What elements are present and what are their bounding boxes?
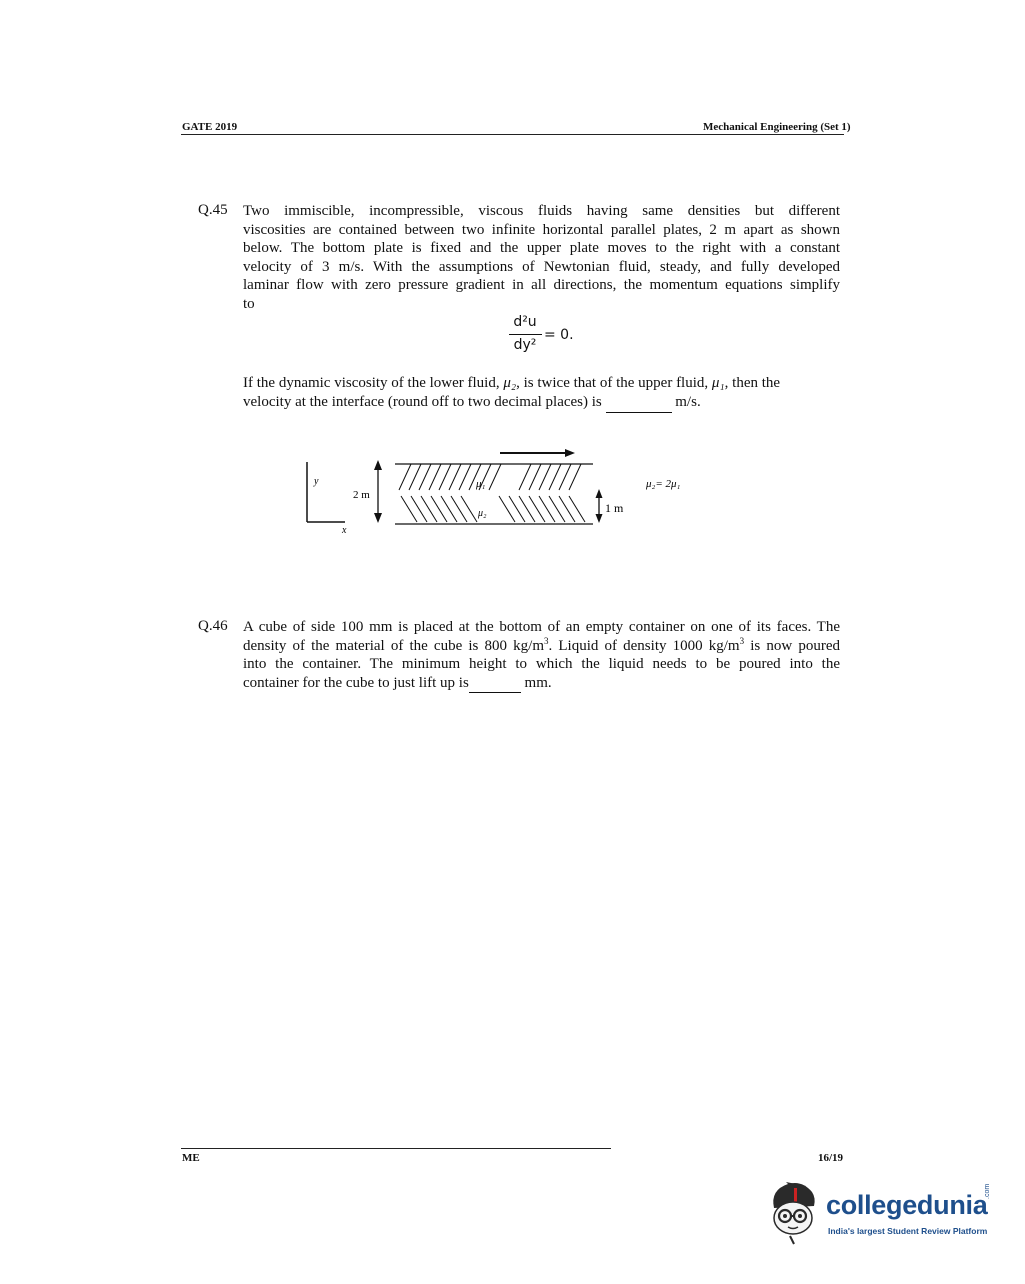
q45-number: Q.45 [198, 202, 228, 218]
axis-x-label: x [342, 525, 347, 536]
collegedunia-logo-com: .com [984, 1183, 991, 1199]
equation-denominator: dy² [513, 337, 537, 353]
q46-text [243, 618, 840, 693]
q46-line-4: container for the cube to just lift up is mm. [243, 674, 840, 694]
plate-velocity-arrowhead [565, 449, 575, 457]
header-rule [181, 134, 844, 135]
q45-figure [295, 440, 715, 540]
q45-text [243, 202, 840, 314]
q46-line-3: into the container. The minimum height to which the liquid needs to be poured into the [243, 656, 840, 673]
gap-arrowhead-top [374, 460, 382, 470]
q45-line-1: Two immiscible, incompressible, viscous fluids having same densities but different [243, 203, 840, 219]
collegedunia-logo-text: collegedunia [826, 1190, 988, 1220]
q45-line-6: to [243, 295, 255, 312]
bottom-fluid-hatching [401, 496, 585, 522]
interface-arrowhead-bottom [596, 514, 603, 523]
gap-label: 2 m [353, 489, 370, 501]
q45-line-4: velocity of 3 m/s. With the assumptions of Newtonian fluid, steady, and fully developed [243, 258, 840, 275]
q45-line-3: below. The bottom plate is fixed and the upper plate moves to the right with a constant [243, 240, 840, 257]
collegedunia-tagline: India's largest Student Review Platform [828, 1226, 988, 1236]
q45-follow-line-1: If the dynamic viscosity of the lower fluid, μ₂, is twice that of the upper fluid, μ₁, then the [243, 375, 781, 391]
footer-page: 16/19 [818, 1152, 844, 1164]
collegedunia-mascot-icon [766, 1180, 824, 1246]
interface-arrowhead-top [596, 489, 603, 498]
equation-numerator: d²u [513, 314, 537, 330]
q46-line-1: A cube of side 100 mm is placed at the bottom of an empty container on one of its faces. The [243, 619, 840, 635]
axis-y-label: y [314, 476, 319, 487]
equation-rhs: = 0. [544, 327, 574, 343]
top-plate-hatching [399, 464, 581, 490]
viscosity-relation: μ₂= 2μ₁ [646, 478, 681, 490]
header-paper: Mechanical Engineering (Set 1) [703, 121, 851, 133]
answer-blank-q46 [469, 674, 521, 694]
footer-rule [181, 1148, 611, 1149]
equation-fraction-bar [509, 334, 542, 335]
interface-label: 1 m [605, 501, 624, 515]
q45-line-2: viscosities are contained between two infinite horizontal parallel plates, 2 m apart as shown [243, 221, 840, 238]
footer-code: ME [182, 1152, 200, 1164]
lower-fluid-label: μ₂ [478, 508, 487, 519]
answer-blank-q45 [606, 393, 672, 413]
q45-line-5: laminar flow with zero pressure gradient in all directions, the momentum equations simplify [243, 277, 840, 294]
header-exam: GATE 2019 [182, 121, 238, 133]
q46-line-2: density of the material of the cube is 800 $kg/m^3$. Liquid of density 1000 $kg/m^3$ is now poured [243, 635, 840, 654]
gap-arrowhead-bottom [374, 513, 382, 523]
q45-follow-line-2: velocity at the interface (round off to two decimal places) is m/s. [243, 393, 701, 413]
q46-number: Q.46 [198, 618, 228, 634]
upper-fluid-label: μ₁ [476, 478, 486, 490]
